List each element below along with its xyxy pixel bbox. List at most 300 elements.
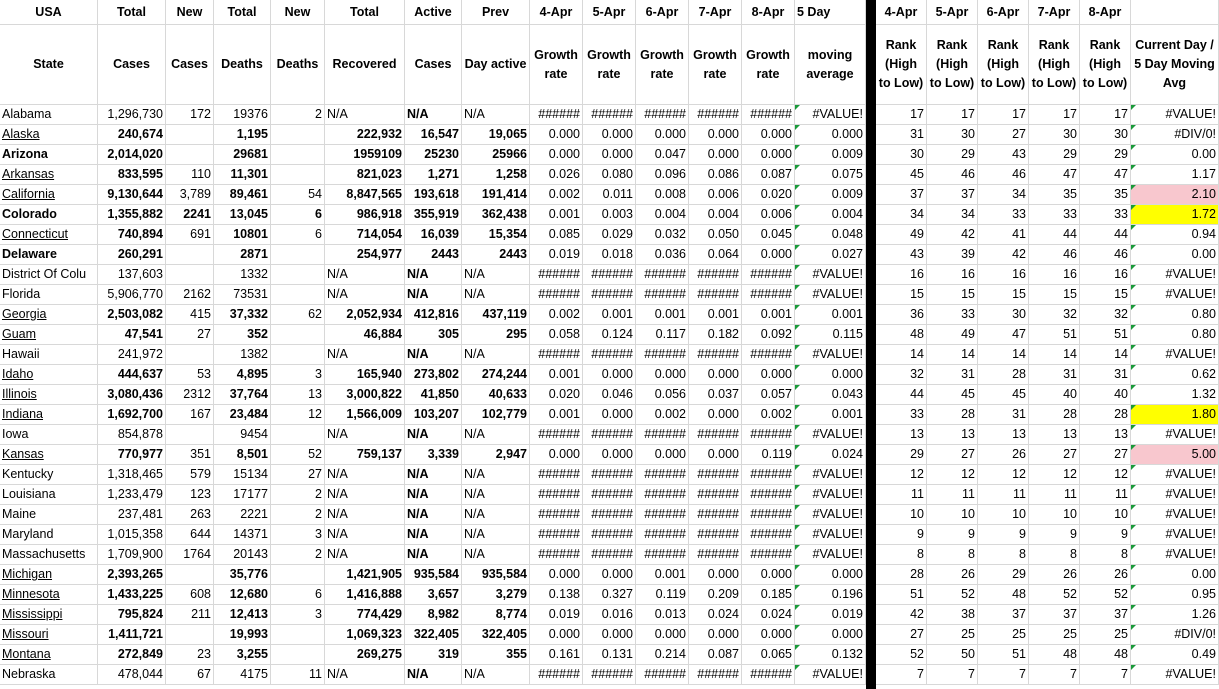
cell-growth-6apr[interactable]: 0.032: [636, 225, 689, 245]
cell-active-cases[interactable]: 1,271: [405, 165, 462, 185]
cell-current-vs-avg[interactable]: #VALUE!: [1131, 525, 1219, 545]
cell-moving-average[interactable]: #VALUE!: [795, 545, 866, 565]
cell-growth-5apr[interactable]: 0.000: [583, 565, 636, 585]
header-cell-rank-5apr[interactable]: 5-Apr: [927, 0, 978, 25]
cell-rank-4apr[interactable]: 30: [876, 145, 927, 165]
header-cell-rank-4apr[interactable]: 4-Apr: [876, 0, 927, 25]
cell-total-recovered[interactable]: 1959109: [325, 145, 405, 165]
cell-growth-6apr[interactable]: 0.096: [636, 165, 689, 185]
cell-active-cases[interactable]: 355,919: [405, 205, 462, 225]
cell-prev-day-active[interactable]: N/A: [462, 425, 530, 445]
cell-rank-6apr[interactable]: 26: [978, 445, 1029, 465]
cell-rank-7apr[interactable]: 25: [1029, 625, 1080, 645]
cell-growth-5apr[interactable]: 0.011: [583, 185, 636, 205]
cell-total-cases[interactable]: 795,824: [98, 605, 166, 625]
header-cell-rank-8apr[interactable]: 8-Apr: [1080, 0, 1131, 25]
cell-rank-7apr[interactable]: 7: [1029, 665, 1080, 685]
cell-total-cases[interactable]: 137,603: [98, 265, 166, 285]
cell-active-cases[interactable]: 3,339: [405, 445, 462, 465]
cell-active-cases[interactable]: 412,816: [405, 305, 462, 325]
cell-rank-5apr[interactable]: 31: [927, 365, 978, 385]
cell-total-deaths[interactable]: 73531: [214, 285, 271, 305]
header-cell-total-cases[interactable]: Total: [98, 0, 166, 25]
header-label-growth-8apr[interactable]: Growth rate: [742, 25, 795, 105]
cell-total-cases[interactable]: 47,541: [98, 325, 166, 345]
cell-total-recovered[interactable]: N/A: [325, 425, 405, 445]
cell-total-cases[interactable]: 237,481: [98, 505, 166, 525]
cell-growth-6apr[interactable]: 0.000: [636, 125, 689, 145]
cell-rank-8apr[interactable]: 17: [1080, 105, 1131, 125]
state-name[interactable]: Louisiana: [0, 485, 98, 505]
cell-total-cases[interactable]: 2,503,082: [98, 305, 166, 325]
cell-growth-5apr[interactable]: ######: [583, 505, 636, 525]
cell-total-deaths[interactable]: 37,332: [214, 305, 271, 325]
cell-growth-8apr[interactable]: ######: [742, 485, 795, 505]
cell-total-cases[interactable]: 5,906,770: [98, 285, 166, 305]
cell-moving-average[interactable]: 0.027: [795, 245, 866, 265]
cell-rank-5apr[interactable]: 15: [927, 285, 978, 305]
cell-total-cases[interactable]: 3,080,436: [98, 385, 166, 405]
cell-rank-5apr[interactable]: 30: [927, 125, 978, 145]
cell-rank-4apr[interactable]: 17: [876, 105, 927, 125]
cell-moving-average[interactable]: 0.000: [795, 565, 866, 585]
cell-current-vs-avg[interactable]: 0.80: [1131, 325, 1219, 345]
cell-new-deaths[interactable]: [271, 245, 325, 265]
cell-total-recovered[interactable]: 165,940: [325, 365, 405, 385]
cell-current-vs-avg[interactable]: #VALUE!: [1131, 545, 1219, 565]
cell-new-deaths[interactable]: 6: [271, 205, 325, 225]
cell-new-deaths[interactable]: 2: [271, 505, 325, 525]
cell-growth-4apr[interactable]: 0.001: [530, 205, 583, 225]
cell-rank-6apr[interactable]: 27: [978, 125, 1029, 145]
cell-rank-5apr[interactable]: 42: [927, 225, 978, 245]
cell-moving-average[interactable]: #VALUE!: [795, 425, 866, 445]
cell-growth-6apr[interactable]: 0.000: [636, 445, 689, 465]
cell-growth-4apr[interactable]: 0.161: [530, 645, 583, 665]
cell-total-recovered[interactable]: N/A: [325, 505, 405, 525]
cell-total-deaths[interactable]: 17177: [214, 485, 271, 505]
cell-rank-8apr[interactable]: 35: [1080, 185, 1131, 205]
cell-total-cases[interactable]: 1,355,882: [98, 205, 166, 225]
cell-rank-7apr[interactable]: 9: [1029, 525, 1080, 545]
cell-growth-8apr[interactable]: 0.000: [742, 245, 795, 265]
cell-active-cases[interactable]: 935,584: [405, 565, 462, 585]
cell-rank-5apr[interactable]: 16: [927, 265, 978, 285]
cell-rank-7apr[interactable]: 14: [1029, 345, 1080, 365]
cell-growth-7apr[interactable]: 0.000: [689, 405, 742, 425]
state-name[interactable]: Colorado: [0, 205, 98, 225]
header-label-rank-5apr[interactable]: Rank (High to Low): [927, 25, 978, 105]
cell-rank-5apr[interactable]: 10: [927, 505, 978, 525]
cell-growth-6apr[interactable]: 0.000: [636, 365, 689, 385]
state-name[interactable]: Maine: [0, 505, 98, 525]
cell-rank-5apr[interactable]: 7: [927, 665, 978, 685]
cell-growth-4apr[interactable]: 0.000: [530, 125, 583, 145]
cell-growth-4apr[interactable]: 0.019: [530, 245, 583, 265]
cell-rank-7apr[interactable]: 32: [1029, 305, 1080, 325]
cell-rank-5apr[interactable]: 29: [927, 145, 978, 165]
cell-new-deaths[interactable]: [271, 345, 325, 365]
cell-current-vs-avg[interactable]: #VALUE!: [1131, 265, 1219, 285]
cell-total-cases[interactable]: 260,291: [98, 245, 166, 265]
cell-rank-4apr[interactable]: 45: [876, 165, 927, 185]
cell-prev-day-active[interactable]: N/A: [462, 545, 530, 565]
state-link[interactable]: Connecticut: [0, 225, 98, 245]
header-cell-active-cases[interactable]: Active: [405, 0, 462, 25]
cell-current-vs-avg[interactable]: #VALUE!: [1131, 665, 1219, 685]
cell-rank-4apr[interactable]: 15: [876, 285, 927, 305]
cell-total-cases[interactable]: 272,849: [98, 645, 166, 665]
cell-new-cases[interactable]: 23: [166, 645, 214, 665]
cell-active-cases[interactable]: 8,982: [405, 605, 462, 625]
cell-growth-7apr[interactable]: 0.000: [689, 365, 742, 385]
cell-growth-5apr[interactable]: ######: [583, 465, 636, 485]
cell-moving-average[interactable]: #VALUE!: [795, 105, 866, 125]
cell-moving-average[interactable]: #VALUE!: [795, 665, 866, 685]
cell-new-cases[interactable]: 579: [166, 465, 214, 485]
cell-current-vs-avg[interactable]: #VALUE!: [1131, 105, 1219, 125]
cell-total-deaths[interactable]: 14371: [214, 525, 271, 545]
cell-growth-5apr[interactable]: ######: [583, 485, 636, 505]
cell-total-deaths[interactable]: 4,895: [214, 365, 271, 385]
cell-growth-7apr[interactable]: ######: [689, 665, 742, 685]
cell-rank-6apr[interactable]: 46: [978, 165, 1029, 185]
cell-growth-6apr[interactable]: 0.008: [636, 185, 689, 205]
header-label-moving-average[interactable]: moving average: [795, 25, 866, 105]
cell-rank-4apr[interactable]: 16: [876, 265, 927, 285]
cell-growth-8apr[interactable]: ######: [742, 425, 795, 445]
cell-total-deaths[interactable]: 352: [214, 325, 271, 345]
cell-prev-day-active[interactable]: 1,258: [462, 165, 530, 185]
cell-prev-day-active[interactable]: 15,354: [462, 225, 530, 245]
cell-rank-8apr[interactable]: 13: [1080, 425, 1131, 445]
cell-prev-day-active[interactable]: 322,405: [462, 625, 530, 645]
cell-total-cases[interactable]: 740,894: [98, 225, 166, 245]
cell-rank-5apr[interactable]: 34: [927, 205, 978, 225]
cell-growth-7apr[interactable]: ######: [689, 465, 742, 485]
cell-growth-6apr[interactable]: 0.001: [636, 305, 689, 325]
cell-total-deaths[interactable]: 4175: [214, 665, 271, 685]
cell-total-recovered[interactable]: N/A: [325, 345, 405, 365]
cell-growth-6apr[interactable]: ######: [636, 545, 689, 565]
cell-growth-4apr[interactable]: 0.019: [530, 605, 583, 625]
cell-current-vs-avg[interactable]: #DIV/0!: [1131, 125, 1219, 145]
cell-growth-4apr[interactable]: 0.138: [530, 585, 583, 605]
cell-rank-4apr[interactable]: 42: [876, 605, 927, 625]
cell-total-deaths[interactable]: 89,461: [214, 185, 271, 205]
cell-new-cases[interactable]: 644: [166, 525, 214, 545]
header-cell-rank-6apr[interactable]: 6-Apr: [978, 0, 1029, 25]
cell-total-recovered[interactable]: 1,421,905: [325, 565, 405, 585]
cell-rank-8apr[interactable]: 29: [1080, 145, 1131, 165]
cell-total-recovered[interactable]: 222,932: [325, 125, 405, 145]
cell-new-deaths[interactable]: [271, 625, 325, 645]
cell-new-deaths[interactable]: [271, 165, 325, 185]
cell-moving-average[interactable]: 0.048: [795, 225, 866, 245]
cell-active-cases[interactable]: 16,039: [405, 225, 462, 245]
cell-new-deaths[interactable]: 12: [271, 405, 325, 425]
state-link[interactable]: California: [0, 185, 98, 205]
cell-total-cases[interactable]: 241,972: [98, 345, 166, 365]
cell-total-cases[interactable]: 1,233,479: [98, 485, 166, 505]
cell-rank-6apr[interactable]: 16: [978, 265, 1029, 285]
cell-rank-7apr[interactable]: 52: [1029, 585, 1080, 605]
cell-rank-6apr[interactable]: 34: [978, 185, 1029, 205]
cell-total-cases[interactable]: 444,637: [98, 365, 166, 385]
cell-rank-4apr[interactable]: 49: [876, 225, 927, 245]
cell-rank-5apr[interactable]: 26: [927, 565, 978, 585]
cell-growth-8apr[interactable]: 0.001: [742, 305, 795, 325]
cell-current-vs-avg[interactable]: 2.10: [1131, 185, 1219, 205]
state-name[interactable]: Arizona: [0, 145, 98, 165]
cell-moving-average[interactable]: #VALUE!: [795, 345, 866, 365]
cell-current-vs-avg[interactable]: 1.17: [1131, 165, 1219, 185]
cell-rank-7apr[interactable]: 33: [1029, 205, 1080, 225]
header-cell-growth-8apr[interactable]: 8-Apr: [742, 0, 795, 25]
cell-new-deaths[interactable]: 6: [271, 585, 325, 605]
cell-total-cases[interactable]: 854,878: [98, 425, 166, 445]
cell-growth-4apr[interactable]: 0.001: [530, 405, 583, 425]
cell-total-deaths[interactable]: 15134: [214, 465, 271, 485]
cell-total-deaths[interactable]: 19376: [214, 105, 271, 125]
cell-growth-6apr[interactable]: ######: [636, 425, 689, 445]
cell-growth-4apr[interactable]: ######: [530, 105, 583, 125]
cell-active-cases[interactable]: N/A: [405, 465, 462, 485]
cell-rank-7apr[interactable]: 51: [1029, 325, 1080, 345]
cell-growth-8apr[interactable]: 0.000: [742, 365, 795, 385]
cell-growth-6apr[interactable]: ######: [636, 345, 689, 365]
state-link[interactable]: Indiana: [0, 405, 98, 425]
cell-rank-6apr[interactable]: 28: [978, 365, 1029, 385]
cell-new-deaths[interactable]: 2: [271, 545, 325, 565]
cell-total-recovered[interactable]: 254,977: [325, 245, 405, 265]
cell-new-deaths[interactable]: 27: [271, 465, 325, 485]
cell-total-cases[interactable]: 1,296,730: [98, 105, 166, 125]
cell-total-deaths[interactable]: 9454: [214, 425, 271, 445]
header-label-rank-6apr[interactable]: Rank (High to Low): [978, 25, 1029, 105]
cell-rank-4apr[interactable]: 11: [876, 485, 927, 505]
cell-rank-8apr[interactable]: 25: [1080, 625, 1131, 645]
cell-rank-6apr[interactable]: 48: [978, 585, 1029, 605]
cell-growth-5apr[interactable]: 0.046: [583, 385, 636, 405]
cell-prev-day-active[interactable]: 40,633: [462, 385, 530, 405]
cell-rank-4apr[interactable]: 12: [876, 465, 927, 485]
cell-total-cases[interactable]: 1,433,225: [98, 585, 166, 605]
cell-growth-8apr[interactable]: 0.000: [742, 565, 795, 585]
cell-growth-6apr[interactable]: 0.000: [636, 625, 689, 645]
state-link[interactable]: Minnesota: [0, 585, 98, 605]
cell-growth-5apr[interactable]: ######: [583, 425, 636, 445]
cell-rank-4apr[interactable]: 9: [876, 525, 927, 545]
header-label-current-vs-avg[interactable]: Current Day / 5 Day Moving Avg: [1131, 25, 1219, 105]
header-label-rank-8apr[interactable]: Rank (High to Low): [1080, 25, 1131, 105]
cell-growth-8apr[interactable]: 0.006: [742, 205, 795, 225]
state-link[interactable]: Missouri: [0, 625, 98, 645]
cell-growth-6apr[interactable]: 0.004: [636, 205, 689, 225]
header-label-state[interactable]: State: [0, 25, 98, 105]
cell-growth-6apr[interactable]: 0.001: [636, 565, 689, 585]
cell-growth-5apr[interactable]: ######: [583, 525, 636, 545]
cell-active-cases[interactable]: N/A: [405, 265, 462, 285]
cell-rank-6apr[interactable]: 25: [978, 625, 1029, 645]
cell-new-cases[interactable]: [166, 425, 214, 445]
cell-new-cases[interactable]: 263: [166, 505, 214, 525]
cell-new-cases[interactable]: 691: [166, 225, 214, 245]
cell-rank-5apr[interactable]: 33: [927, 305, 978, 325]
cell-new-cases[interactable]: 1764: [166, 545, 214, 565]
header-cell-total-recovered[interactable]: Total: [325, 0, 405, 25]
cell-rank-8apr[interactable]: 14: [1080, 345, 1131, 365]
cell-growth-4apr[interactable]: 0.002: [530, 305, 583, 325]
cell-new-deaths[interactable]: 3: [271, 365, 325, 385]
cell-current-vs-avg[interactable]: 0.00: [1131, 245, 1219, 265]
header-cell-growth-7apr[interactable]: 7-Apr: [689, 0, 742, 25]
cell-total-cases[interactable]: 478,044: [98, 665, 166, 685]
cell-prev-day-active[interactable]: 102,779: [462, 405, 530, 425]
cell-total-recovered[interactable]: N/A: [325, 285, 405, 305]
cell-new-cases[interactable]: 123: [166, 485, 214, 505]
cell-growth-7apr[interactable]: ######: [689, 505, 742, 525]
state-link[interactable]: Alaska: [0, 125, 98, 145]
state-link[interactable]: Idaho: [0, 365, 98, 385]
state-name[interactable]: District Of Colu: [0, 265, 98, 285]
cell-rank-4apr[interactable]: 33: [876, 405, 927, 425]
cell-new-cases[interactable]: 608: [166, 585, 214, 605]
cell-rank-4apr[interactable]: 36: [876, 305, 927, 325]
cell-growth-4apr[interactable]: ######: [530, 505, 583, 525]
cell-rank-6apr[interactable]: 31: [978, 405, 1029, 425]
header-cell-prev-day-active[interactable]: Prev: [462, 0, 530, 25]
cell-total-deaths[interactable]: 1,195: [214, 125, 271, 145]
cell-active-cases[interactable]: 305: [405, 325, 462, 345]
cell-rank-4apr[interactable]: 31: [876, 125, 927, 145]
state-name[interactable]: Iowa: [0, 425, 98, 445]
cell-growth-7apr[interactable]: 0.086: [689, 165, 742, 185]
header-cell-new-deaths[interactable]: New: [271, 0, 325, 25]
cell-growth-8apr[interactable]: ######: [742, 345, 795, 365]
cell-rank-7apr[interactable]: 10: [1029, 505, 1080, 525]
cell-rank-5apr[interactable]: 50: [927, 645, 978, 665]
cell-growth-8apr[interactable]: ######: [742, 505, 795, 525]
cell-rank-8apr[interactable]: 7: [1080, 665, 1131, 685]
header-label-prev-day-active[interactable]: Day active: [462, 25, 530, 105]
cell-moving-average[interactable]: 0.009: [795, 185, 866, 205]
cell-total-recovered[interactable]: 3,000,822: [325, 385, 405, 405]
cell-growth-5apr[interactable]: 0.131: [583, 645, 636, 665]
cell-new-deaths[interactable]: [271, 285, 325, 305]
cell-prev-day-active[interactable]: 935,584: [462, 565, 530, 585]
cell-total-recovered[interactable]: N/A: [325, 265, 405, 285]
cell-new-cases[interactable]: [166, 345, 214, 365]
cell-growth-4apr[interactable]: ######: [530, 665, 583, 685]
cell-rank-4apr[interactable]: 34: [876, 205, 927, 225]
cell-current-vs-avg[interactable]: #VALUE!: [1131, 285, 1219, 305]
cell-rank-4apr[interactable]: 32: [876, 365, 927, 385]
cell-growth-5apr[interactable]: 0.000: [583, 445, 636, 465]
cell-total-recovered[interactable]: 774,429: [325, 605, 405, 625]
cell-rank-7apr[interactable]: 12: [1029, 465, 1080, 485]
cell-active-cases[interactable]: N/A: [405, 525, 462, 545]
cell-active-cases[interactable]: 25230: [405, 145, 462, 165]
cell-growth-6apr[interactable]: ######: [636, 485, 689, 505]
cell-current-vs-avg[interactable]: 0.94: [1131, 225, 1219, 245]
cell-rank-5apr[interactable]: 17: [927, 105, 978, 125]
cell-growth-8apr[interactable]: 0.119: [742, 445, 795, 465]
cell-active-cases[interactable]: 103,207: [405, 405, 462, 425]
state-link[interactable]: Kansas: [0, 445, 98, 465]
cell-growth-6apr[interactable]: 0.117: [636, 325, 689, 345]
cell-moving-average[interactable]: 0.000: [795, 125, 866, 145]
cell-total-deaths[interactable]: 29681: [214, 145, 271, 165]
cell-new-cases[interactable]: 167: [166, 405, 214, 425]
cell-growth-8apr[interactable]: 0.087: [742, 165, 795, 185]
cell-moving-average[interactable]: 0.075: [795, 165, 866, 185]
cell-rank-8apr[interactable]: 52: [1080, 585, 1131, 605]
cell-rank-6apr[interactable]: 13: [978, 425, 1029, 445]
cell-rank-4apr[interactable]: 44: [876, 385, 927, 405]
cell-total-recovered[interactable]: N/A: [325, 525, 405, 545]
cell-growth-8apr[interactable]: ######: [742, 105, 795, 125]
cell-total-cases[interactable]: 9,130,644: [98, 185, 166, 205]
cell-rank-8apr[interactable]: 12: [1080, 465, 1131, 485]
cell-current-vs-avg[interactable]: #VALUE!: [1131, 485, 1219, 505]
cell-current-vs-avg[interactable]: 0.00: [1131, 145, 1219, 165]
cell-prev-day-active[interactable]: 25966: [462, 145, 530, 165]
cell-rank-5apr[interactable]: 39: [927, 245, 978, 265]
cell-growth-4apr[interactable]: 0.000: [530, 625, 583, 645]
cell-current-vs-avg[interactable]: 1.72: [1131, 205, 1219, 225]
cell-growth-7apr[interactable]: ######: [689, 265, 742, 285]
cell-new-deaths[interactable]: [271, 325, 325, 345]
cell-prev-day-active[interactable]: 295: [462, 325, 530, 345]
cell-active-cases[interactable]: 16,547: [405, 125, 462, 145]
cell-growth-5apr[interactable]: 0.327: [583, 585, 636, 605]
cell-total-recovered[interactable]: N/A: [325, 465, 405, 485]
cell-prev-day-active[interactable]: 437,119: [462, 305, 530, 325]
cell-active-cases[interactable]: 3,657: [405, 585, 462, 605]
cell-rank-7apr[interactable]: 17: [1029, 105, 1080, 125]
cell-total-deaths[interactable]: 20143: [214, 545, 271, 565]
state-name[interactable]: Massachusetts: [0, 545, 98, 565]
cell-growth-8apr[interactable]: ######: [742, 265, 795, 285]
cell-growth-6apr[interactable]: 0.002: [636, 405, 689, 425]
header-cell-new-cases[interactable]: New: [166, 0, 214, 25]
cell-rank-4apr[interactable]: 7: [876, 665, 927, 685]
cell-rank-5apr[interactable]: 49: [927, 325, 978, 345]
cell-current-vs-avg[interactable]: 1.80: [1131, 405, 1219, 425]
header-cell-state[interactable]: USA: [0, 0, 98, 25]
cell-growth-8apr[interactable]: 0.000: [742, 125, 795, 145]
cell-growth-7apr[interactable]: 0.209: [689, 585, 742, 605]
cell-rank-8apr[interactable]: 8: [1080, 545, 1131, 565]
cell-new-deaths[interactable]: 62: [271, 305, 325, 325]
cell-growth-7apr[interactable]: 0.024: [689, 605, 742, 625]
cell-new-cases[interactable]: 351: [166, 445, 214, 465]
cell-new-cases[interactable]: 3,789: [166, 185, 214, 205]
cell-new-cases[interactable]: 2312: [166, 385, 214, 405]
header-label-growth-6apr[interactable]: Growth rate: [636, 25, 689, 105]
cell-growth-8apr[interactable]: ######: [742, 665, 795, 685]
cell-moving-average[interactable]: 0.000: [795, 365, 866, 385]
cell-growth-6apr[interactable]: ######: [636, 465, 689, 485]
cell-new-cases[interactable]: 172: [166, 105, 214, 125]
cell-growth-4apr[interactable]: 0.058: [530, 325, 583, 345]
cell-rank-6apr[interactable]: 41: [978, 225, 1029, 245]
cell-new-deaths[interactable]: 2: [271, 105, 325, 125]
cell-rank-6apr[interactable]: 17: [978, 105, 1029, 125]
header-cell-growth-5apr[interactable]: 5-Apr: [583, 0, 636, 25]
state-link[interactable]: Mississippi: [0, 605, 98, 625]
